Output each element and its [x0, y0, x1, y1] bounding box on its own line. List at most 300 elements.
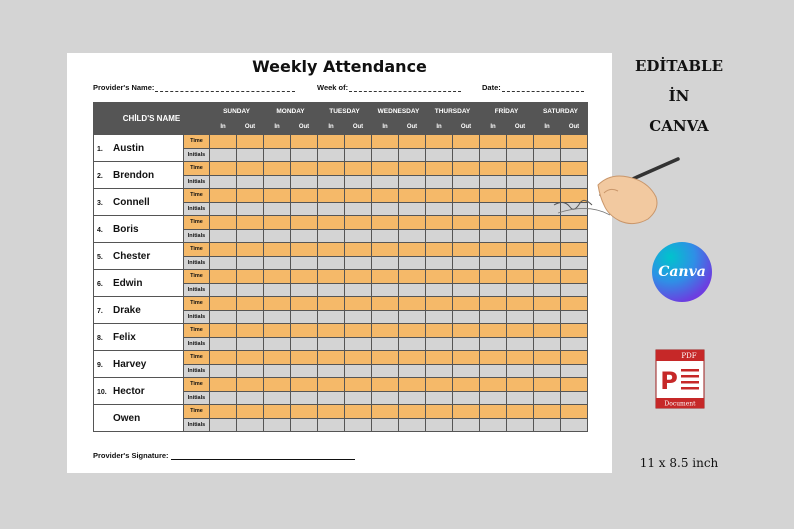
initials-entry-cell[interactable]	[399, 310, 426, 324]
initials-entry-cell[interactable]	[372, 418, 399, 432]
time-entry-cell[interactable]	[291, 297, 318, 311]
initials-entry-cell[interactable]	[426, 229, 453, 243]
time-entry-cell[interactable]	[345, 135, 372, 149]
time-entry-cell[interactable]	[480, 351, 507, 365]
time-entry-cell[interactable]	[372, 270, 399, 284]
initials-entry-cell[interactable]	[534, 256, 561, 270]
time-entry-cell[interactable]	[561, 351, 588, 365]
time-entry-cell[interactable]	[318, 351, 345, 365]
time-entry-cell[interactable]	[372, 135, 399, 149]
initials-entry-cell[interactable]	[453, 202, 480, 216]
initials-entry-cell[interactable]	[318, 337, 345, 351]
initials-entry-cell[interactable]	[291, 229, 318, 243]
initials-entry-cell[interactable]	[291, 310, 318, 324]
initials-entry-cell[interactable]	[480, 283, 507, 297]
time-entry-cell[interactable]	[453, 162, 480, 176]
initials-entry-cell[interactable]	[372, 256, 399, 270]
date-line[interactable]	[502, 83, 584, 92]
time-entry-cell[interactable]	[210, 243, 237, 257]
time-entry-cell[interactable]	[372, 324, 399, 338]
initials-entry-cell[interactable]	[561, 364, 588, 378]
initials-entry-cell[interactable]	[264, 310, 291, 324]
initials-entry-cell[interactable]	[480, 148, 507, 162]
time-entry-cell[interactable]	[291, 270, 318, 284]
initials-entry-cell[interactable]	[291, 283, 318, 297]
time-entry-cell[interactable]	[318, 297, 345, 311]
time-entry-cell[interactable]	[561, 324, 588, 338]
time-entry-cell[interactable]	[210, 189, 237, 203]
initials-entry-cell[interactable]	[480, 229, 507, 243]
initials-entry-cell[interactable]	[237, 175, 264, 189]
time-entry-cell[interactable]	[345, 243, 372, 257]
time-entry-cell[interactable]	[291, 243, 318, 257]
initials-entry-cell[interactable]	[561, 310, 588, 324]
time-entry-cell[interactable]	[399, 351, 426, 365]
time-entry-cell[interactable]	[210, 324, 237, 338]
initials-entry-cell[interactable]	[372, 283, 399, 297]
time-entry-cell[interactable]	[318, 243, 345, 257]
time-entry-cell[interactable]	[237, 135, 264, 149]
provider-name-line[interactable]	[155, 83, 295, 92]
time-entry-cell[interactable]	[345, 351, 372, 365]
time-entry-cell[interactable]	[534, 243, 561, 257]
initials-entry-cell[interactable]	[264, 283, 291, 297]
time-entry-cell[interactable]	[399, 135, 426, 149]
initials-entry-cell[interactable]	[372, 391, 399, 405]
time-entry-cell[interactable]	[453, 216, 480, 230]
initials-entry-cell[interactable]	[264, 256, 291, 270]
initials-entry-cell[interactable]	[426, 148, 453, 162]
initials-entry-cell[interactable]	[426, 202, 453, 216]
initials-entry-cell[interactable]	[399, 202, 426, 216]
provider-name-field[interactable]	[93, 83, 295, 92]
initials-entry-cell[interactable]	[210, 229, 237, 243]
time-entry-cell[interactable]	[453, 297, 480, 311]
time-entry-cell[interactable]	[399, 162, 426, 176]
time-entry-cell[interactable]	[480, 405, 507, 419]
initials-entry-cell[interactable]	[561, 256, 588, 270]
time-entry-cell[interactable]	[480, 270, 507, 284]
time-entry-cell[interactable]	[372, 378, 399, 392]
initials-entry-cell[interactable]	[210, 175, 237, 189]
time-entry-cell[interactable]	[399, 324, 426, 338]
initials-entry-cell[interactable]	[237, 310, 264, 324]
initials-entry-cell[interactable]	[237, 202, 264, 216]
time-entry-cell[interactable]	[534, 378, 561, 392]
time-entry-cell[interactable]	[237, 324, 264, 338]
time-entry-cell[interactable]	[561, 270, 588, 284]
time-entry-cell[interactable]	[291, 162, 318, 176]
initials-entry-cell[interactable]	[345, 364, 372, 378]
time-entry-cell[interactable]	[318, 189, 345, 203]
initials-entry-cell[interactable]	[210, 283, 237, 297]
initials-entry-cell[interactable]	[561, 283, 588, 297]
initials-entry-cell[interactable]	[399, 148, 426, 162]
time-entry-cell[interactable]	[507, 135, 534, 149]
time-entry-cell[interactable]	[399, 243, 426, 257]
initials-entry-cell[interactable]	[480, 364, 507, 378]
time-entry-cell[interactable]	[345, 216, 372, 230]
initials-entry-cell[interactable]	[345, 391, 372, 405]
initials-entry-cell[interactable]	[507, 310, 534, 324]
time-entry-cell[interactable]	[426, 135, 453, 149]
time-entry-cell[interactable]	[534, 135, 561, 149]
time-entry-cell[interactable]	[372, 162, 399, 176]
initials-entry-cell[interactable]	[318, 175, 345, 189]
initials-entry-cell[interactable]	[561, 391, 588, 405]
initials-entry-cell[interactable]	[237, 283, 264, 297]
time-entry-cell[interactable]	[561, 243, 588, 257]
initials-entry-cell[interactable]	[399, 364, 426, 378]
initials-entry-cell[interactable]	[399, 337, 426, 351]
initials-entry-cell[interactable]	[264, 364, 291, 378]
time-entry-cell[interactable]	[399, 405, 426, 419]
initials-entry-cell[interactable]	[237, 229, 264, 243]
time-entry-cell[interactable]	[426, 378, 453, 392]
time-entry-cell[interactable]	[507, 324, 534, 338]
time-entry-cell[interactable]	[426, 162, 453, 176]
time-entry-cell[interactable]	[237, 297, 264, 311]
time-entry-cell[interactable]	[264, 189, 291, 203]
initials-entry-cell[interactable]	[534, 364, 561, 378]
time-entry-cell[interactable]	[426, 216, 453, 230]
initials-entry-cell[interactable]	[291, 364, 318, 378]
initials-entry-cell[interactable]	[480, 418, 507, 432]
signature-line[interactable]	[171, 451, 355, 460]
initials-entry-cell[interactable]	[264, 202, 291, 216]
initials-entry-cell[interactable]	[345, 337, 372, 351]
initials-entry-cell[interactable]	[534, 337, 561, 351]
time-entry-cell[interactable]	[399, 189, 426, 203]
time-entry-cell[interactable]	[291, 378, 318, 392]
initials-entry-cell[interactable]	[399, 175, 426, 189]
time-entry-cell[interactable]	[426, 189, 453, 203]
initials-entry-cell[interactable]	[318, 229, 345, 243]
initials-entry-cell[interactable]	[372, 202, 399, 216]
initials-entry-cell[interactable]	[237, 337, 264, 351]
initials-entry-cell[interactable]	[399, 418, 426, 432]
initials-entry-cell[interactable]	[372, 337, 399, 351]
time-entry-cell[interactable]	[426, 351, 453, 365]
week-of-field[interactable]	[317, 83, 461, 92]
time-entry-cell[interactable]	[453, 378, 480, 392]
initials-entry-cell[interactable]	[507, 175, 534, 189]
time-entry-cell[interactable]	[507, 162, 534, 176]
time-entry-cell[interactable]	[480, 297, 507, 311]
time-entry-cell[interactable]	[372, 351, 399, 365]
initials-entry-cell[interactable]	[345, 175, 372, 189]
signature-field[interactable]	[93, 451, 355, 460]
time-entry-cell[interactable]	[318, 324, 345, 338]
time-entry-cell[interactable]	[264, 135, 291, 149]
initials-entry-cell[interactable]	[210, 310, 237, 324]
initials-entry-cell[interactable]	[480, 202, 507, 216]
time-entry-cell[interactable]	[318, 378, 345, 392]
time-entry-cell[interactable]	[210, 351, 237, 365]
initials-entry-cell[interactable]	[534, 283, 561, 297]
time-entry-cell[interactable]	[453, 270, 480, 284]
initials-entry-cell[interactable]	[345, 229, 372, 243]
initials-entry-cell[interactable]	[399, 256, 426, 270]
initials-entry-cell[interactable]	[426, 391, 453, 405]
time-entry-cell[interactable]	[480, 135, 507, 149]
time-entry-cell[interactable]	[237, 216, 264, 230]
initials-entry-cell[interactable]	[264, 391, 291, 405]
initials-entry-cell[interactable]	[291, 148, 318, 162]
initials-entry-cell[interactable]	[480, 391, 507, 405]
initials-entry-cell[interactable]	[480, 337, 507, 351]
time-entry-cell[interactable]	[264, 405, 291, 419]
initials-entry-cell[interactable]	[237, 256, 264, 270]
time-entry-cell[interactable]	[264, 297, 291, 311]
initials-entry-cell[interactable]	[210, 202, 237, 216]
initials-entry-cell[interactable]	[318, 148, 345, 162]
time-entry-cell[interactable]	[507, 216, 534, 230]
initials-entry-cell[interactable]	[210, 337, 237, 351]
time-entry-cell[interactable]	[561, 297, 588, 311]
time-entry-cell[interactable]	[318, 405, 345, 419]
initials-entry-cell[interactable]	[237, 391, 264, 405]
time-entry-cell[interactable]	[237, 243, 264, 257]
time-entry-cell[interactable]	[237, 189, 264, 203]
initials-entry-cell[interactable]	[372, 229, 399, 243]
initials-entry-cell[interactable]	[426, 175, 453, 189]
time-entry-cell[interactable]	[426, 405, 453, 419]
initials-entry-cell[interactable]	[453, 283, 480, 297]
initials-entry-cell[interactable]	[507, 418, 534, 432]
initials-entry-cell[interactable]	[507, 256, 534, 270]
time-entry-cell[interactable]	[426, 297, 453, 311]
time-entry-cell[interactable]	[372, 243, 399, 257]
time-entry-cell[interactable]	[345, 162, 372, 176]
time-entry-cell[interactable]	[480, 189, 507, 203]
time-entry-cell[interactable]	[291, 324, 318, 338]
initials-entry-cell[interactable]	[210, 256, 237, 270]
time-entry-cell[interactable]	[372, 297, 399, 311]
initials-entry-cell[interactable]	[480, 175, 507, 189]
time-entry-cell[interactable]	[264, 270, 291, 284]
time-entry-cell[interactable]	[237, 405, 264, 419]
initials-entry-cell[interactable]	[372, 364, 399, 378]
initials-entry-cell[interactable]	[507, 337, 534, 351]
initials-entry-cell[interactable]	[507, 283, 534, 297]
initials-entry-cell[interactable]	[561, 337, 588, 351]
initials-entry-cell[interactable]	[345, 256, 372, 270]
time-entry-cell[interactable]	[264, 216, 291, 230]
initials-entry-cell[interactable]	[453, 148, 480, 162]
date-field[interactable]	[482, 83, 584, 92]
time-entry-cell[interactable]	[534, 405, 561, 419]
initials-entry-cell[interactable]	[507, 364, 534, 378]
time-entry-cell[interactable]	[453, 405, 480, 419]
time-entry-cell[interactable]	[480, 243, 507, 257]
initials-entry-cell[interactable]	[318, 391, 345, 405]
time-entry-cell[interactable]	[561, 135, 588, 149]
time-entry-cell[interactable]	[372, 189, 399, 203]
initials-entry-cell[interactable]	[318, 364, 345, 378]
initials-entry-cell[interactable]	[345, 202, 372, 216]
initials-entry-cell[interactable]	[534, 418, 561, 432]
week-of-line[interactable]	[349, 83, 461, 92]
time-entry-cell[interactable]	[507, 378, 534, 392]
initials-entry-cell[interactable]	[210, 418, 237, 432]
time-entry-cell[interactable]	[453, 189, 480, 203]
time-entry-cell[interactable]	[210, 378, 237, 392]
time-entry-cell[interactable]	[264, 378, 291, 392]
initials-entry-cell[interactable]	[480, 256, 507, 270]
initials-entry-cell[interactable]	[426, 418, 453, 432]
time-entry-cell[interactable]	[507, 270, 534, 284]
time-entry-cell[interactable]	[291, 405, 318, 419]
time-entry-cell[interactable]	[291, 351, 318, 365]
initials-entry-cell[interactable]	[237, 418, 264, 432]
initials-entry-cell[interactable]	[291, 337, 318, 351]
time-entry-cell[interactable]	[345, 324, 372, 338]
time-entry-cell[interactable]	[507, 405, 534, 419]
initials-entry-cell[interactable]	[264, 175, 291, 189]
time-entry-cell[interactable]	[507, 243, 534, 257]
time-entry-cell[interactable]	[210, 216, 237, 230]
initials-entry-cell[interactable]	[318, 310, 345, 324]
initials-entry-cell[interactable]	[426, 283, 453, 297]
initials-entry-cell[interactable]	[318, 202, 345, 216]
initials-entry-cell[interactable]	[264, 418, 291, 432]
initials-entry-cell[interactable]	[264, 229, 291, 243]
time-entry-cell[interactable]	[534, 270, 561, 284]
initials-entry-cell[interactable]	[426, 337, 453, 351]
time-entry-cell[interactable]	[318, 135, 345, 149]
initials-entry-cell[interactable]	[237, 148, 264, 162]
time-entry-cell[interactable]	[210, 162, 237, 176]
time-entry-cell[interactable]	[237, 270, 264, 284]
time-entry-cell[interactable]	[345, 297, 372, 311]
time-entry-cell[interactable]	[426, 324, 453, 338]
initials-entry-cell[interactable]	[345, 283, 372, 297]
time-entry-cell[interactable]	[210, 405, 237, 419]
initials-entry-cell[interactable]	[507, 148, 534, 162]
initials-entry-cell[interactable]	[453, 337, 480, 351]
initials-entry-cell[interactable]	[453, 175, 480, 189]
time-entry-cell[interactable]	[237, 162, 264, 176]
initials-entry-cell[interactable]	[291, 418, 318, 432]
time-entry-cell[interactable]	[507, 297, 534, 311]
time-entry-cell[interactable]	[210, 135, 237, 149]
time-entry-cell[interactable]	[210, 270, 237, 284]
time-entry-cell[interactable]	[399, 216, 426, 230]
time-entry-cell[interactable]	[399, 378, 426, 392]
time-entry-cell[interactable]	[345, 378, 372, 392]
initials-entry-cell[interactable]	[453, 391, 480, 405]
initials-entry-cell[interactable]	[345, 148, 372, 162]
initials-entry-cell[interactable]	[291, 391, 318, 405]
time-entry-cell[interactable]	[453, 243, 480, 257]
time-entry-cell[interactable]	[345, 270, 372, 284]
time-entry-cell[interactable]	[480, 324, 507, 338]
time-entry-cell[interactable]	[345, 189, 372, 203]
initials-entry-cell[interactable]	[318, 256, 345, 270]
initials-entry-cell[interactable]	[426, 364, 453, 378]
time-entry-cell[interactable]	[237, 351, 264, 365]
initials-entry-cell[interactable]	[399, 229, 426, 243]
time-entry-cell[interactable]	[453, 135, 480, 149]
initials-entry-cell[interactable]	[507, 229, 534, 243]
initials-entry-cell[interactable]	[372, 148, 399, 162]
initials-entry-cell[interactable]	[318, 418, 345, 432]
initials-entry-cell[interactable]	[210, 148, 237, 162]
time-entry-cell[interactable]	[264, 243, 291, 257]
time-entry-cell[interactable]	[372, 405, 399, 419]
initials-entry-cell[interactable]	[507, 202, 534, 216]
time-entry-cell[interactable]	[426, 243, 453, 257]
time-entry-cell[interactable]	[534, 351, 561, 365]
time-entry-cell[interactable]	[480, 216, 507, 230]
time-entry-cell[interactable]	[453, 324, 480, 338]
initials-entry-cell[interactable]	[399, 283, 426, 297]
initials-entry-cell[interactable]	[291, 256, 318, 270]
initials-entry-cell[interactable]	[480, 310, 507, 324]
time-entry-cell[interactable]	[399, 270, 426, 284]
initials-entry-cell[interactable]	[453, 418, 480, 432]
time-entry-cell[interactable]	[507, 189, 534, 203]
initials-entry-cell[interactable]	[291, 175, 318, 189]
time-entry-cell[interactable]	[264, 162, 291, 176]
initials-entry-cell[interactable]	[372, 310, 399, 324]
initials-entry-cell[interactable]	[264, 337, 291, 351]
time-entry-cell[interactable]	[318, 162, 345, 176]
initials-entry-cell[interactable]	[237, 364, 264, 378]
time-entry-cell[interactable]	[291, 216, 318, 230]
initials-entry-cell[interactable]	[264, 148, 291, 162]
time-entry-cell[interactable]	[561, 405, 588, 419]
time-entry-cell[interactable]	[291, 135, 318, 149]
time-entry-cell[interactable]	[345, 405, 372, 419]
time-entry-cell[interactable]	[399, 297, 426, 311]
time-entry-cell[interactable]	[534, 324, 561, 338]
initials-entry-cell[interactable]	[534, 391, 561, 405]
initials-entry-cell[interactable]	[399, 391, 426, 405]
time-entry-cell[interactable]	[318, 216, 345, 230]
initials-entry-cell[interactable]	[318, 283, 345, 297]
initials-entry-cell[interactable]	[345, 310, 372, 324]
time-entry-cell[interactable]	[426, 270, 453, 284]
time-entry-cell[interactable]	[291, 189, 318, 203]
initials-entry-cell[interactable]	[453, 364, 480, 378]
initials-entry-cell[interactable]	[453, 310, 480, 324]
initials-entry-cell[interactable]	[345, 418, 372, 432]
initials-entry-cell[interactable]	[453, 229, 480, 243]
time-entry-cell[interactable]	[507, 351, 534, 365]
time-entry-cell[interactable]	[264, 351, 291, 365]
initials-entry-cell[interactable]	[561, 418, 588, 432]
initials-entry-cell[interactable]	[210, 364, 237, 378]
initials-entry-cell[interactable]	[426, 310, 453, 324]
time-entry-cell[interactable]	[480, 162, 507, 176]
time-entry-cell[interactable]	[318, 270, 345, 284]
initials-entry-cell[interactable]	[426, 256, 453, 270]
initials-entry-cell[interactable]	[534, 310, 561, 324]
time-entry-cell[interactable]	[561, 378, 588, 392]
time-entry-cell[interactable]	[210, 297, 237, 311]
time-entry-cell[interactable]	[534, 297, 561, 311]
initials-entry-cell[interactable]	[372, 175, 399, 189]
time-entry-cell[interactable]	[453, 351, 480, 365]
initials-entry-cell[interactable]	[291, 202, 318, 216]
time-entry-cell[interactable]	[237, 378, 264, 392]
time-entry-cell[interactable]	[264, 324, 291, 338]
time-entry-cell[interactable]	[372, 216, 399, 230]
time-entry-cell[interactable]	[480, 378, 507, 392]
initials-entry-cell[interactable]	[210, 391, 237, 405]
